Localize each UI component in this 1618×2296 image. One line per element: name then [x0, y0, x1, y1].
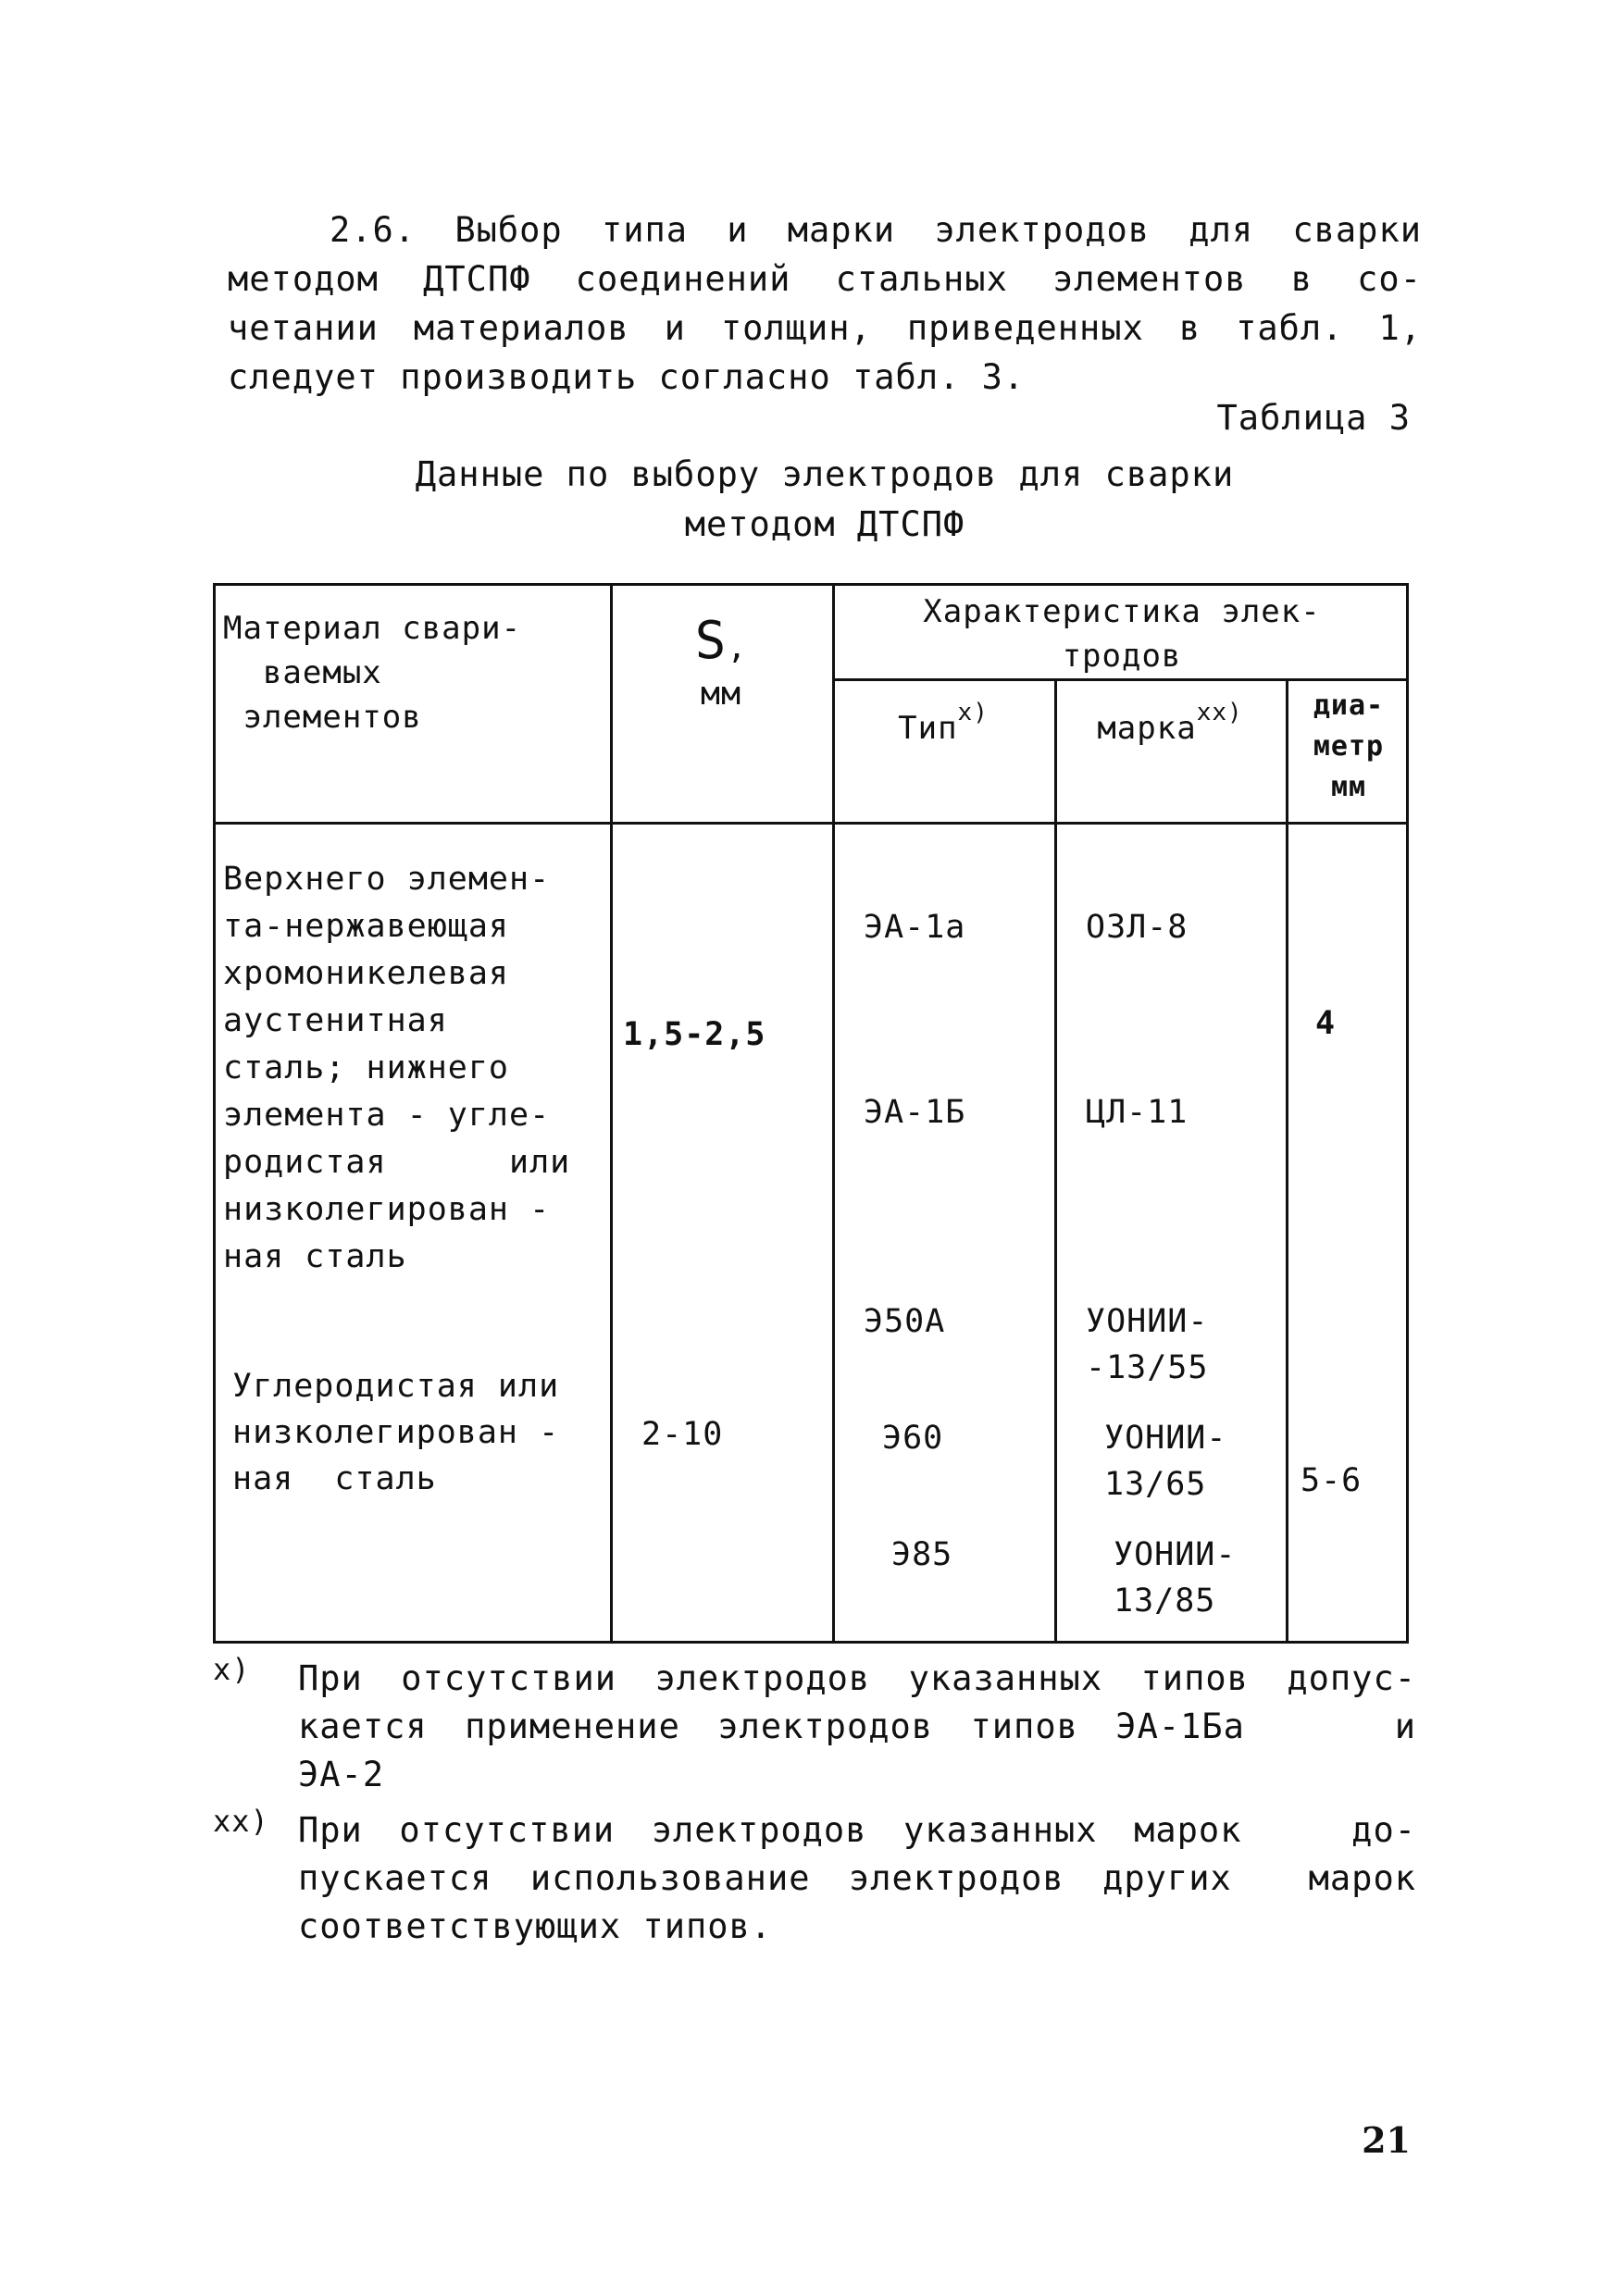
footnote: [213, 1652, 1416, 1799]
row2-brand: УОНИИ- -13/55: [1086, 1303, 1209, 1386]
row2-material: Углеродистая или низколегирован - ная сталь: [232, 1368, 560, 1497]
footnote-mark: xx): [213, 1804, 269, 1839]
footnote-line: кается применение электродов типов ЭА-1Ба и: [298, 1706, 1416, 1746]
row1-thickness: 1,5-2,5: [623, 1016, 766, 1053]
footnote-line: ЭА-2: [298, 1755, 385, 1794]
row1-type: ЭА-1Б: [864, 1094, 966, 1131]
row2-brand: УОНИИ- 13/85: [1114, 1536, 1237, 1620]
electrode-table: [213, 583, 1409, 1644]
footnote-mark: x): [213, 1652, 251, 1687]
header-brand: марка$^{xx)}$: [1097, 699, 1243, 747]
header-type: Тип$^{x)}$: [898, 699, 989, 747]
table-header-divider: [832, 678, 1406, 681]
footnote: [213, 1806, 1416, 1951]
footnote-line: При отсутствии электродов указанных марок до-: [298, 1810, 1416, 1850]
footnote-line: пускается использование электродов других марок: [298, 1858, 1416, 1898]
row1-diameter: 4: [1315, 1005, 1337, 1042]
intro-paragraph: [228, 205, 1422, 402]
row2-type: Э85: [891, 1536, 953, 1573]
row1-brand: ЦЛ-11: [1086, 1094, 1189, 1131]
header-material: Материал свари- ваемых элементов: [223, 610, 522, 736]
footnote-line: При отсутствии электродов указанных типов допус-: [298, 1658, 1416, 1698]
paragraph-line: методом ДТСПФ соединений стальных элементов в со-: [228, 259, 1422, 299]
row1-material: Верхнего элемен- та-нержавеющая хромоникелевая аустенитная сталь; нижнего элемента - угле- родистая или низколегирован - ная сталь: [223, 861, 571, 1275]
paragraph-line: четании материалов и толщин, приведенных в табл. 1,: [228, 308, 1422, 348]
type-footnote-mark: x): [957, 699, 989, 726]
row2-diameter: 5-6: [1301, 1462, 1363, 1499]
table-header-bottom-border: [216, 822, 1406, 825]
row2-brand: УОНИИ- 13/65: [1104, 1420, 1227, 1503]
thickness-comma: ,: [727, 629, 748, 666]
header-characteristics: Характеристика элек- тродов: [923, 593, 1321, 675]
thickness-unit: мм: [700, 676, 742, 713]
row2-type: Э50А: [864, 1303, 946, 1340]
thickness-symbol: S: [694, 611, 728, 671]
paragraph-line: следует производить согласно табл. 3.: [228, 357, 1026, 397]
header-diameter: диа- метр мм: [1313, 689, 1385, 803]
brand-footnote-mark: xx): [1196, 699, 1243, 726]
row1-type: ЭА-1а: [864, 909, 966, 946]
row2-thickness: 2-10: [641, 1416, 724, 1453]
caption-line: методом ДТСПФ: [684, 504, 965, 544]
footnotes: [213, 1652, 1416, 1958]
footnote-line: соответствующих типов.: [298, 1906, 773, 1946]
table-caption: [228, 450, 1422, 550]
row2-type: Э60: [882, 1420, 944, 1457]
row1-brand: ОЗЛ-8: [1086, 909, 1189, 946]
page-number: 21: [1362, 2119, 1411, 2161]
header-thickness: [610, 611, 832, 717]
paragraph-line: 2.6. Выбор типа и марки электродов для сварки: [330, 210, 1422, 250]
table-number-label: Таблица 3: [1216, 398, 1411, 438]
caption-line: Данные по выбору электродов для сварки: [415, 454, 1235, 494]
